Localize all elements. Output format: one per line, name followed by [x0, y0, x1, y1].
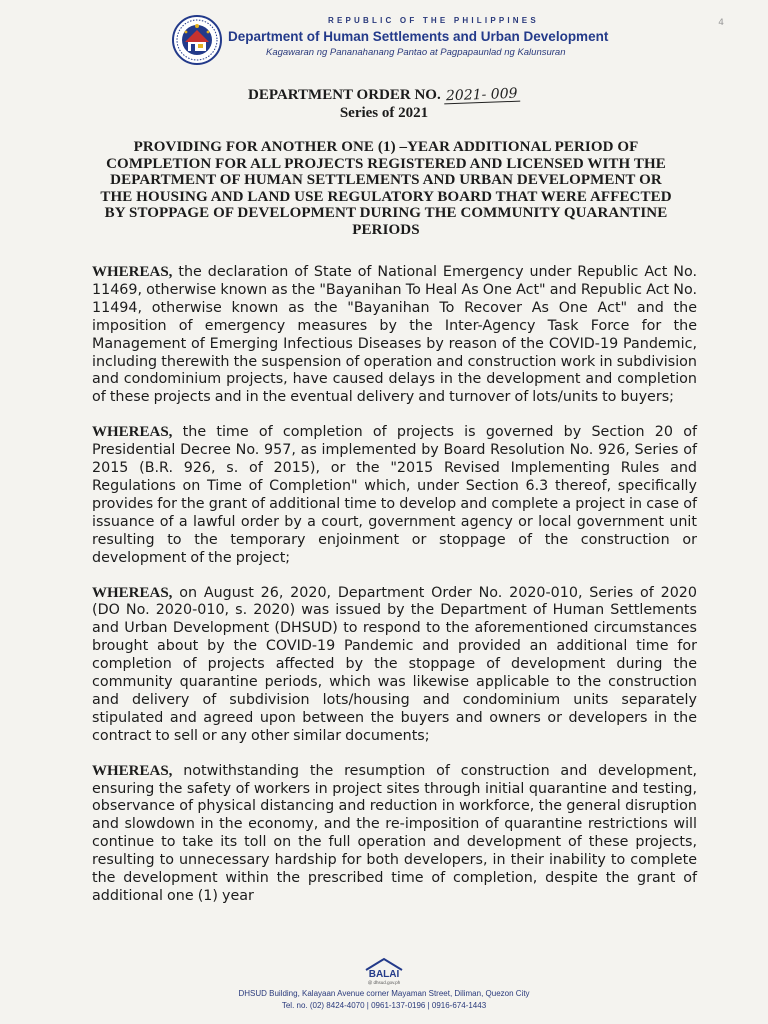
whereas-lead: WHEREAS, — [92, 424, 173, 441]
document-title: PROVIDING FOR ANOTHER ONE (1) –YEAR ADDITIONAL PERIOD OF COMPLETION FOR ALL PROJECTS REGISTERED AND LICENSED WITH THE DEPARTMENT OF HUMAN SETTLEMENTS AND URBAN DEVELOPMENT OR THE HOUSING AND LAND USE REGULATORY BOARD THAT WERE AFFECTED BY STOPPAGE OF DEVELOPMENT DURING THE COMMUNITY QUARANTINE PERIODS — [100, 139, 672, 238]
whereas-paragraph — [92, 424, 697, 567]
footer-address: DHSUD Building, Kalayaan Avenue corner Mayaman Street, Diliman, Quezon City — [238, 989, 530, 998]
page-corner-mark: 4 — [718, 18, 724, 28]
footer-telephone: Tel. no. (02) 8424-4070 | 0961-137-0196 | 0916-674-1443 — [281, 1001, 487, 1010]
order-series: Series of 2021 — [339, 105, 429, 121]
balai-logo-icon — [354, 956, 414, 986]
balai-logo-text: BALAI — [368, 969, 400, 980]
whereas-paragraph — [92, 264, 697, 407]
dhsud-seal-icon — [172, 15, 222, 65]
paragraph-text: on August 26, 2020, Department Order No. 2020-010, Series of 2020 (DO No. 2020-010, s. 2020) was issued by the Department of Human Settlements and Urban Development (DHSUD) to respond to the aforementioned circumstances brought about by the COVID-19 Pandemic and provided an additional time for completion of projects affected by the stoppage of development during the community quarantine periods, which was likewise applicable to the construction and delivery of subdivision lots/housing and condominium units separately stipulated and agreed upon between the buyers and owners or developers in the contract to sell or any other similar documents; — [92, 584, 697, 744]
paragraph-text: the declaration of State of National Emergency under Republic Act No. 11469, otherwise known as the "Bayanihan To Heal As One Act" and Republic Act No. 11494, otherwise known as the "Bayanihan To Recover As One Act" and the imposition of emergency measures by the Inter-Agency Task Force for the Management of Emerging Infectious Diseases by reason of the COVID-19 Pandemic, including therewith the suspension of operation and construction work in subdivision and condominium projects, have caused delays in the development and completion of these projects and in the eventual delivery and turnover of lots/units to buyers; — [92, 264, 697, 406]
balai-logo-sub: @ dhsud.gov.ph — [367, 980, 401, 985]
order-number-handwritten: 2021- 009 — [446, 85, 519, 105]
footer — [0, 956, 768, 1012]
paragraph-text: the time of completion of projects is governed by Section 20 of Presidential Decree No. 957, as implemented by Board Resolution No. 926, Series of 2015 (B.R. 926, s. of 2015), or the "2015 Revised Implementing Rules and Regulations on Time of Completion" which, under Section 6.3 thereof, specifically provides for the grant of additional time to develop and complete a project in case of issuance of a lawful order by a court, government agency or local government unit resulting to the temporary enjoinment or stoppage of the construction or development of the project; — [92, 424, 697, 566]
department-name: Department of Human Settlements and Urban Development — [228, 29, 609, 44]
republic-label: REPUBLIC OF THE PHILIPPINES — [328, 16, 539, 25]
letterhead-text — [228, 16, 648, 59]
document-body — [92, 264, 697, 923]
letterhead — [0, 12, 768, 72]
order-prefix: DEPARTMENT ORDER NO. — [248, 87, 441, 103]
whereas-lead: WHEREAS, — [92, 584, 173, 601]
whereas-lead: WHEREAS, — [92, 762, 173, 779]
order-heading — [0, 86, 768, 122]
order-number-line — [0, 86, 768, 104]
whereas-paragraph — [92, 585, 697, 746]
department-name-filipino: Kagawaran ng Pananahanang Pantao at Pagpapaunlad ng Kalunsuran — [266, 47, 566, 58]
whereas-paragraph — [92, 763, 697, 906]
paragraph-text: notwithstanding the resumption of construction and development, ensuring the safety of workers in project sites through initial quarantine and testing, observance of physical distancing and reduction in workforce, the general disruption and slowdown in the economy, and the re-imposition of quarantine restrictions will continue to take its toll on the full operation and development of these projects, resulting to unnecessary hardship for both developers, in their inability to complete the development within the prescribed time of completion, despite the grant of additional one (1) year — [92, 762, 697, 904]
whereas-lead: WHEREAS, — [92, 264, 173, 280]
